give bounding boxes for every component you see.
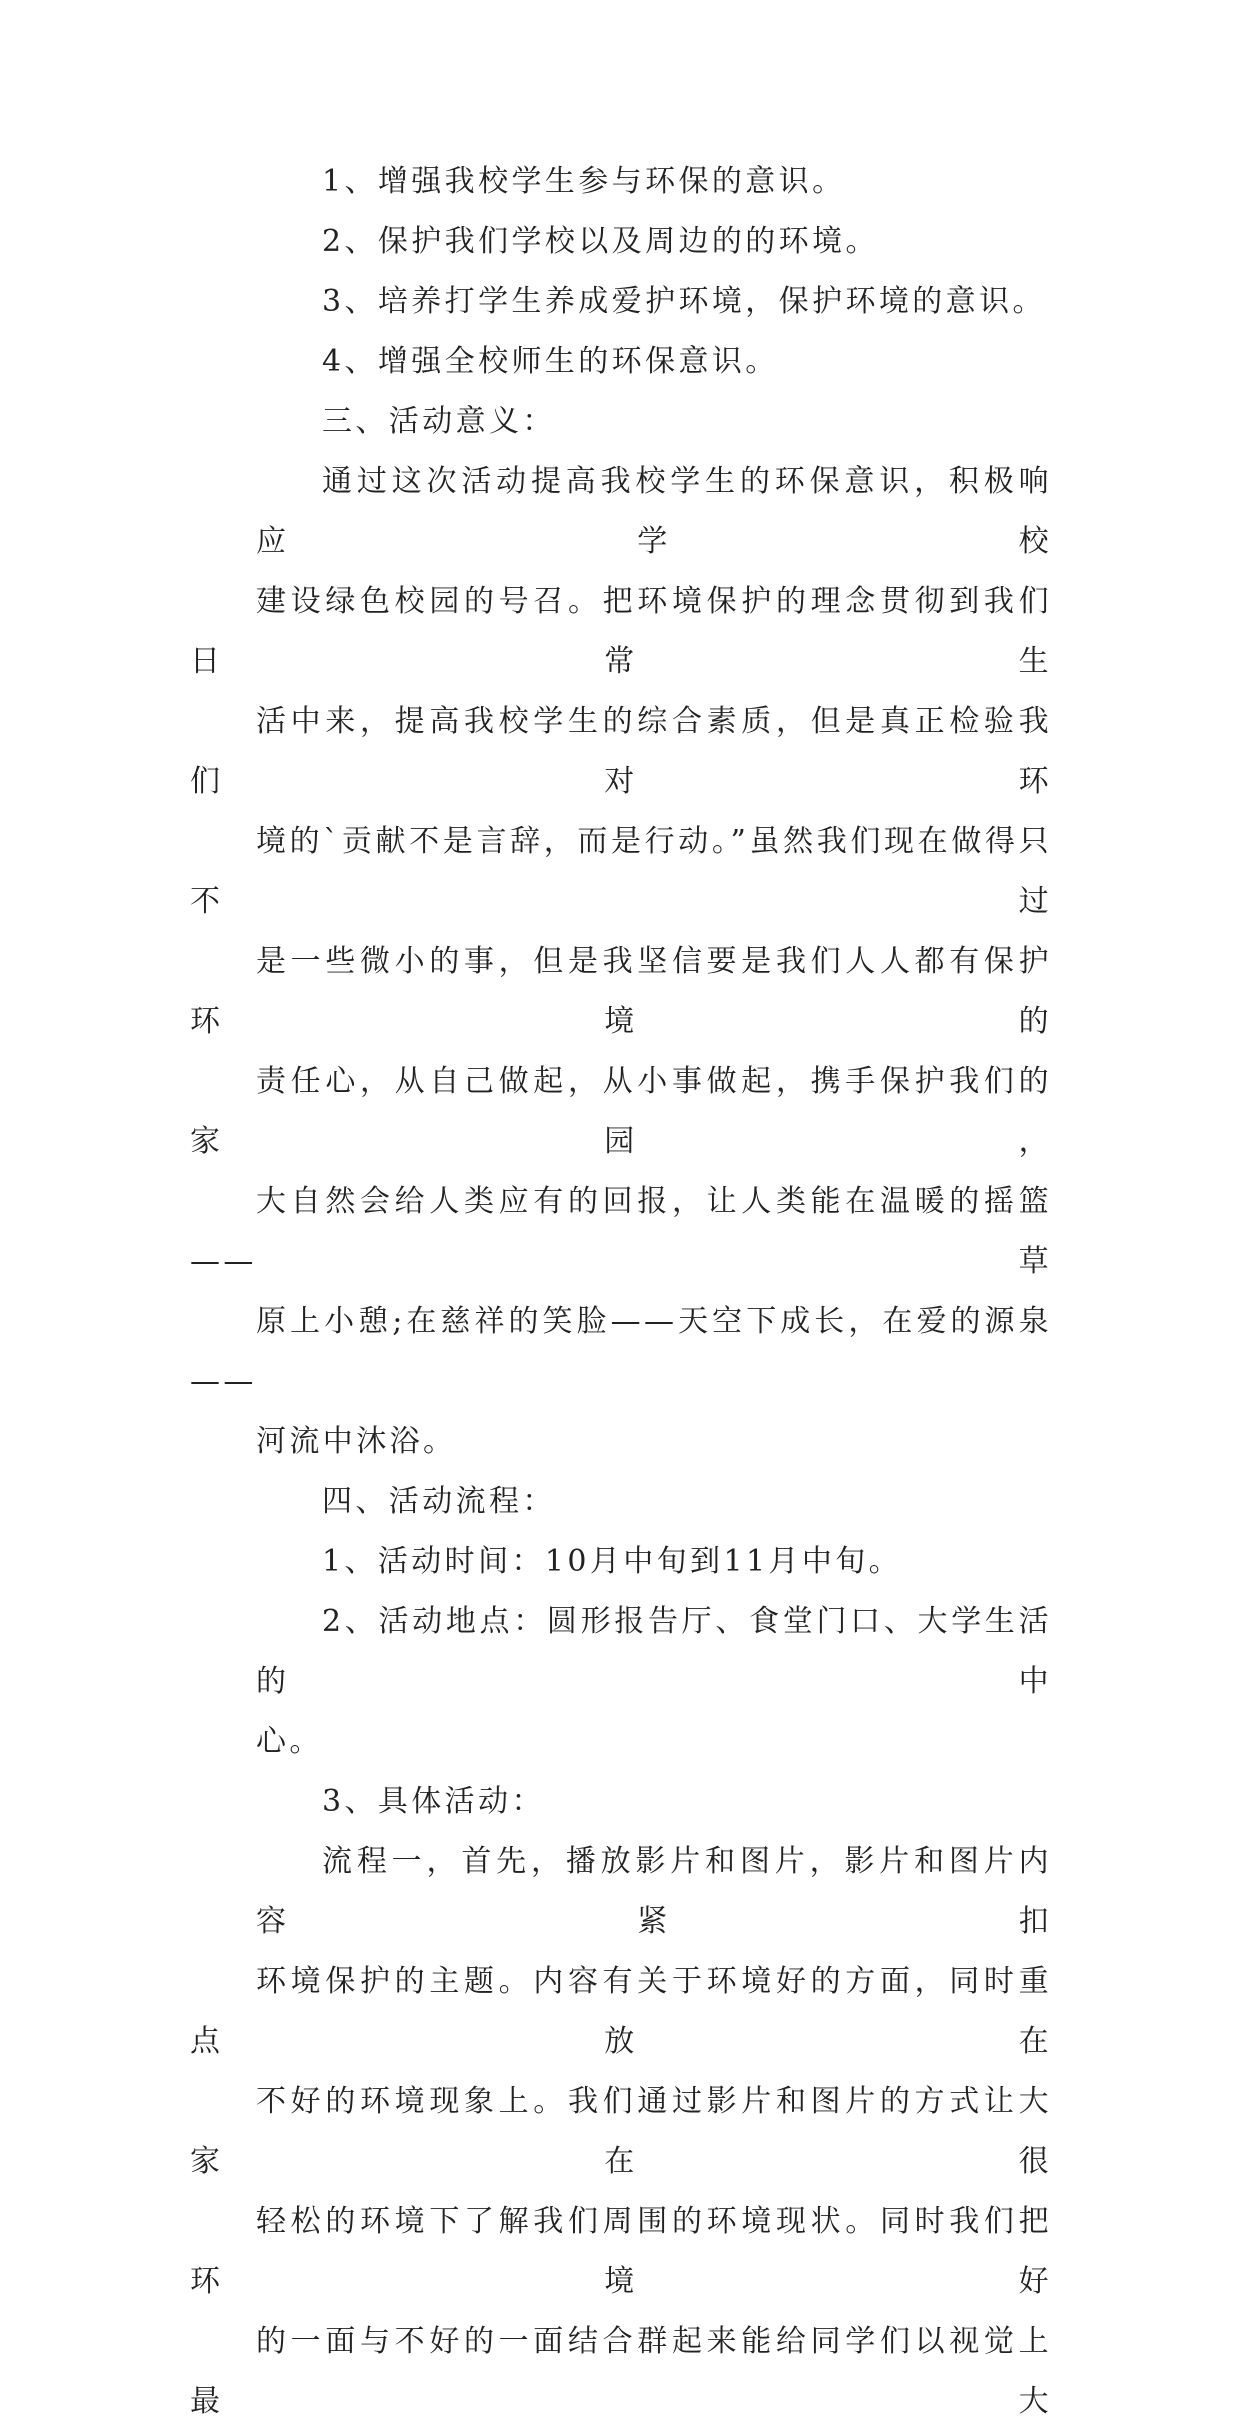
paragraph-line: 流程一，首先，播放影片和图片，影片和图片内容紧扣: [256, 1844, 1052, 1939]
flow1-paragraph: [190, 1832, 1052, 2432]
objective-1: 1、增强我校学生参与环保的意识。: [322, 164, 846, 199]
paragraph-line: 活中来，提高我校学生的综合素质，但是真正检验我们对环: [190, 704, 1052, 799]
paragraph-line: 不好的环境现象上。我们通过影片和图片的方式让大家在很: [190, 2084, 1052, 2179]
section3-paragraph: [190, 452, 1052, 1472]
objective-item: [190, 152, 1052, 212]
objective-4: 4、增强全校师生的环保意识。: [322, 344, 779, 379]
flow-item: [190, 1532, 1052, 1592]
section4-heading: 四、活动流程：: [322, 1484, 556, 1519]
paragraph-line: 河流中沐浴。: [256, 1424, 457, 1459]
objective-item: [190, 212, 1052, 272]
paragraph-line: 责任心，从自己做起，从小事做起，携手保护我们的家园，: [190, 1064, 1052, 1159]
paragraph-line: 通过这次活动提高我校学生的环保意识，积极响应学校: [256, 464, 1052, 559]
activity-place-line: 心。: [256, 1724, 323, 1759]
activity-place-line: 2、活动地点：圆形报告厅、食堂门口、大学生活的中: [256, 1604, 1052, 1699]
flow-item: [190, 1592, 1052, 1772]
paragraph-line: 是一些微小的事，但是我坚信要是我们人人都有保护环境的: [190, 944, 1052, 1039]
flow-item: [190, 1772, 1052, 1832]
paragraph-line: 轻松的环境下了解我们周围的环境现状。同时我们把环境好: [190, 2204, 1052, 2299]
paragraph-line: 环境保护的主题。内容有关于环境好的方面，同时重点放在: [190, 1964, 1052, 2059]
section-heading: [190, 392, 1052, 452]
paragraph-line: 建设绿色校园的号召。把环境保护的理念贯彻到我们日常生: [190, 584, 1052, 679]
paragraph-line: 境的`贡献不是言辞，而是行动。”虽然我们现在做得只不过: [190, 824, 1052, 919]
objective-item: [190, 332, 1052, 392]
activity-time: 1、活动时间：10月中旬到11月中旬。: [322, 1544, 903, 1579]
document-body: [190, 152, 1052, 2432]
section3-heading: 三、活动意义：: [322, 404, 556, 439]
objective-2: 2、保护我们学校以及周边的的环境。: [322, 224, 879, 259]
objective-3: 3、培养打学生养成爱护环境，保护环境的意识。: [322, 284, 1046, 319]
paragraph-line: 的一面与不好的一面结合群起来能给同学们以视觉上最大: [190, 2324, 1052, 2419]
paragraph-line: 大自然会给人类应有的回报，让人类能在温暖的摇篮——草: [190, 1184, 1052, 1279]
objective-item: [190, 272, 1052, 332]
section-heading: [190, 1472, 1052, 1532]
activity-heading: 3、具体活动：: [322, 1784, 545, 1819]
paragraph-line: 原上小憩;在慈祥的笑脸——天空下成长，在爱的源泉——: [190, 1304, 1052, 1399]
